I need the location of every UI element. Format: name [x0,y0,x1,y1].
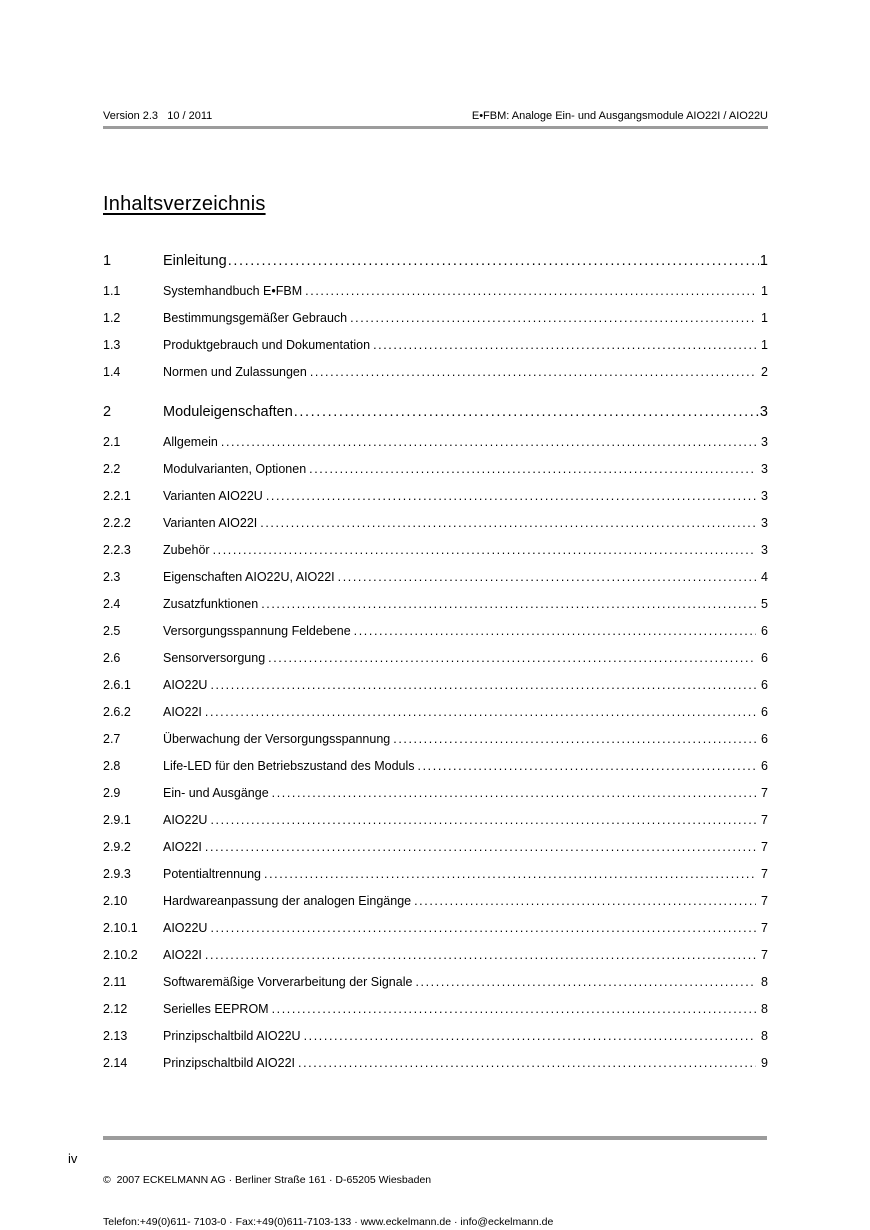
toc-entry-title: Prinzipschaltbild AIO22U [163,1029,301,1043]
toc-entry [103,284,768,299]
toc-entry-number: 1.4 [103,365,121,379]
toc-entry-title: Überwachung der Versorgungsspannung [163,732,391,746]
toc-leader-dots [258,597,756,612]
toc-entry-title: Softwaremäßige Vorverarbeitung der Signale [163,975,413,989]
toc-leader-dots [202,705,756,720]
toc-entry-title: Bestimmungsgemäßer Gebrauch [163,311,348,325]
toc-entry-number: 2.4 [103,597,121,611]
toc-entry-page: 7 [761,813,768,827]
toc-entry-title: Allgemein [163,435,218,449]
toc-entry [103,435,768,450]
toc-entry [103,1056,768,1071]
toc-entry-number: 2.2 [103,462,121,476]
toc-entry [103,403,768,422]
toc-entry [103,786,768,801]
toc-entry-title: Eigenschaften AIO22U, AIO22I [163,570,335,584]
toc-entry [103,975,768,990]
toc-leader-dots [415,759,757,774]
toc-entry-number: 2.3 [103,570,121,584]
toc-entry-page: 3 [761,543,768,557]
toc-entry-page: 3 [761,489,768,503]
toc-entry-page: 6 [761,705,768,719]
toc-entry-title: Versorgungsspannung Feldebene [163,624,351,638]
toc-entry-title: Prinzipschaltbild AIO22I [163,1056,296,1070]
toc-entry-number: 2.7 [103,732,121,746]
toc-entry-page: 5 [761,597,768,611]
toc-entry-number: 2.10.2 [103,948,138,962]
toc-entry-number: 2.5 [103,624,121,638]
toc-entry-title: Produktgebrauch und Dokumentation [163,338,371,352]
footer-contact-info [103,1145,553,1230]
toc-entry-number: 1.1 [103,284,121,298]
toc-entry [103,813,768,828]
toc-chapter-block [103,403,768,1071]
toc-entry-number: 2.13 [103,1029,128,1043]
toc-entry-title: Serielles EEPROM [163,1002,269,1016]
toc-entry [103,759,768,774]
toc-entry-page: 9 [761,1056,768,1070]
toc-entry-page: 3 [759,404,768,420]
toc-entry-title: Sensorversorgung [163,651,266,665]
toc-entry [103,840,768,855]
toc-entry-number: 2.2.2 [103,516,131,530]
toc-entry-page: 7 [761,867,768,881]
toc-entry-title: Zubehör [163,543,210,557]
toc-leader-dots [301,1029,756,1044]
toc-entry-title: Modulvarianten, Optionen [163,462,307,476]
toc-entry-page: 6 [761,732,768,746]
footer-phone-line: Telefon:+49(0)611- 7103-0 · Fax:+49(0)611-7103-133 · www.eckelmann.de · info@eckelmann.de [103,1216,554,1228]
toc-entry [103,543,768,558]
toc-entry-title: Varianten AIO22I [163,516,258,530]
toc-entry-page: 7 [761,921,768,935]
toc-entry-page: 3 [761,516,768,530]
toc-entry-page: 1 [761,338,768,352]
toc-entry-title: Varianten AIO22U [163,489,263,503]
toc-entry-number: 2.9.1 [103,813,131,827]
toc-entry-number: 2.6.1 [103,678,131,692]
toc-leader-dots [293,403,759,422]
toc-leader-dots [210,543,756,558]
toc-leader-dots [218,435,756,450]
toc-leader-dots [263,489,756,504]
toc-entry-page: 4 [761,570,768,584]
toc-entry-page: 6 [761,624,768,638]
toc-leader-dots [207,921,756,936]
toc-entry-number: 2.14 [103,1056,128,1070]
toc-entry-page: 6 [761,759,768,773]
toc-entry-number: 2.2.3 [103,543,131,557]
toc-entry-title: Systemhandbuch E•FBM [163,284,303,298]
toc-entry [103,678,768,693]
toc-entry-number: 1 [103,253,112,269]
toc-entry-title: AIO22U [163,921,208,935]
toc-entry-title: Life-LED für den Betriebszustand des Moduls [163,759,415,773]
toc-leader-dots [207,813,756,828]
toc-entry-number: 2.2.1 [103,489,131,503]
toc-entry-page: 7 [761,948,768,962]
toc-entry-title: Normen und Zulassungen [163,365,307,379]
toc-entry-number: 2.10 [103,894,128,908]
toc-entry-number: 2.12 [103,1002,128,1016]
toc-leader-dots [306,462,756,477]
toc-leader-dots [265,651,756,666]
toc-leader-dots [370,338,756,353]
toc-entry-number: 2.6 [103,651,121,665]
header-rule [103,126,768,129]
toc-entry [103,1029,768,1044]
toc-entry-title: Zusatzfunktionen [163,597,259,611]
footer-rule [103,1136,767,1140]
toc-entry-page: 1 [761,284,768,298]
toc-chapter-block [103,252,768,380]
toc-entry-title: Einleitung [163,253,227,269]
toc-entry-page: 3 [761,435,768,449]
toc-entry [103,338,768,353]
toc-entry-title: Hardwareanpassung der analogen Eingänge [163,894,412,908]
toc-entry-number: 2.10.1 [103,921,138,935]
toc-entry-page: 7 [761,840,768,854]
toc-leader-dots [307,365,756,380]
toc-leader-dots [295,1056,756,1071]
toc-entry [103,252,768,271]
toc-entry [103,570,768,585]
toc-entry-page: 7 [761,786,768,800]
toc-entry-number: 2.11 [103,975,127,989]
toc-leader-dots [335,570,756,585]
toc-entry-title: AIO22I [163,705,202,719]
toc-entry [103,489,768,504]
toc-leader-dots [269,1002,756,1017]
toc-entry-page: 3 [761,462,768,476]
toc-entry [103,894,768,909]
toc-leader-dots [412,975,756,990]
toc-entry-title: AIO22I [163,840,202,854]
toc-entry [103,867,768,882]
toc-entry [103,1002,768,1017]
toc-entry [103,651,768,666]
toc-entry-number: 1.3 [103,338,121,352]
toc-entry-number: 2.1 [103,435,121,449]
toc-leader-dots [351,624,756,639]
toc-leader-dots [302,284,756,299]
toc-entry-title: Potentialtrennung [163,867,261,881]
toc-entry-number: 2 [103,404,112,420]
toc-leader-dots [347,311,756,326]
toc-entry [103,311,768,326]
toc-entry-page: 8 [761,1002,768,1016]
toc-entry-title: Moduleigenschaften [163,404,293,420]
toc-entry [103,948,768,963]
toc-leader-dots [261,867,756,882]
toc-leader-dots [202,840,756,855]
toc-entry-number: 2.9.3 [103,867,131,881]
toc-entry-page: 8 [761,975,768,989]
header-document-title: E•FBM: Analoge Ein- und Ausgangsmodule AIO22I / AIO22U [471,110,768,122]
toc-leader-dots [257,516,756,531]
toc-leader-dots [269,786,756,801]
toc-leader-dots [227,252,759,271]
page-title: Inhaltsverzeichnis [103,193,266,215]
toc-entry-number: 2.6.2 [103,705,131,719]
toc-entry-number: 1.2 [103,311,121,325]
toc-entry-page: 1 [761,311,768,325]
toc-entry-page: 6 [761,678,768,692]
toc-entry-page: 2 [761,365,768,379]
toc-entry [103,597,768,612]
toc-entry-title: Ein- und Ausgänge [163,786,269,800]
toc-entry-title: AIO22U [163,813,208,827]
toc [103,252,768,1083]
toc-entry [103,516,768,531]
toc-entry [103,705,768,720]
toc-entry-title: AIO22I [163,948,202,962]
toc-leader-dots [390,732,756,747]
toc-entry-page: 1 [759,253,768,269]
toc-entry [103,921,768,936]
toc-entry-page: 6 [761,651,768,665]
toc-entry-number: 2.8 [103,759,121,773]
footer-page-number: iv [68,1151,78,1166]
toc-leader-dots [411,894,756,909]
toc-entry-page: 7 [761,894,768,908]
toc-entry [103,624,768,639]
toc-entry-title: AIO22U [163,678,208,692]
toc-entry-number: 2.9.2 [103,840,131,854]
toc-entry-page: 8 [761,1029,768,1043]
toc-entry [103,462,768,477]
toc-entry [103,732,768,747]
toc-entry-number: 2.9 [103,786,121,800]
footer-address-line: © 2007 ECKELMANN AG · Berliner Straße 161 · D-65205 Wiesbaden [103,1174,432,1186]
header-version-text: Version 2.3 10 / 2011 [103,110,213,122]
page-header [103,110,768,123]
toc-entry [103,365,768,380]
toc-leader-dots [202,948,756,963]
toc-leader-dots [207,678,756,693]
